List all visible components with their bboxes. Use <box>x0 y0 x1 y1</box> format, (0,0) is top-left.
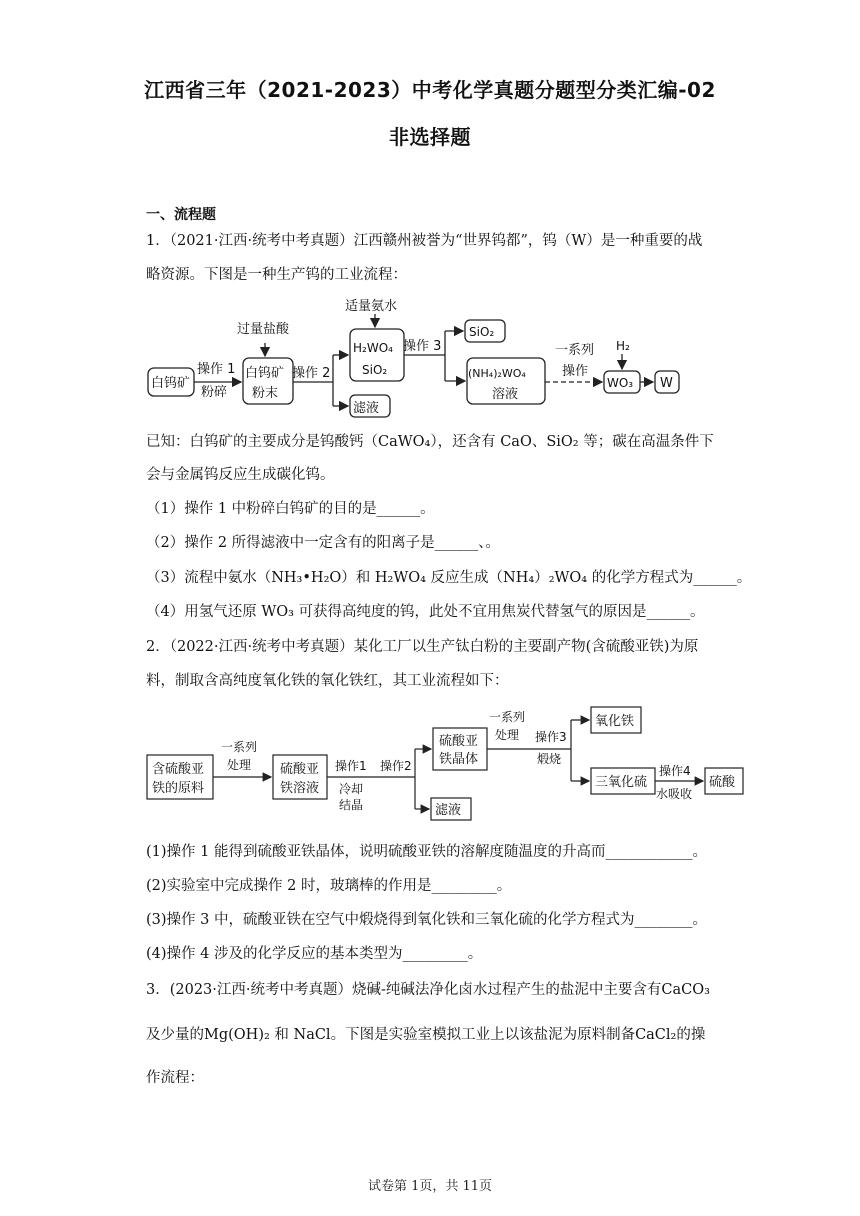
q2-op1-cool: 冷却 <box>339 782 364 796</box>
q2-node-crystal-a: 硫酸亚 <box>439 734 479 749</box>
q1-node-sio2-a: SiO₂ <box>362 363 388 377</box>
q2-node-fe2o3: 氧化铁 <box>595 714 635 729</box>
document-title-line1: 江西省三年（2021-2023）中考化学真题分题型分类汇编-02 <box>144 78 716 102</box>
q2-node-raw-b: 铁的原料 <box>152 781 205 796</box>
q2-sub4: (4)操作 4 涉及的化学反应的基本类型为_________。 <box>146 946 483 962</box>
q1-op2-label: 操作 2 <box>292 366 331 381</box>
q3-stem-line3: 作流程： <box>146 1070 204 1086</box>
q2-op1-crystal: 结晶 <box>339 798 364 812</box>
q1-stem-line2: 略资源。下图是一种生产钨的工业流程： <box>146 267 407 283</box>
q1-flow-diagram <box>145 298 685 420</box>
q2-node-raw-a: 含硫酸亚 <box>152 762 205 777</box>
q1-known-line1: 已知：白钨矿的主要成分是钨酸钙（CaWO₄），还含有 CaO、SiO₂ 等；碳在高温条件下 <box>146 434 714 450</box>
q1-h2-label: H₂ <box>616 339 630 353</box>
q1-sub2: （2）操作 2 所得滤液中一定含有的阳离子是______、。 <box>146 535 500 551</box>
q1-node-solution: 溶液 <box>492 387 519 402</box>
q1-node-sio2-b: SiO₂ <box>469 325 495 339</box>
q2-node-solution-b: 铁溶液 <box>280 781 320 796</box>
q1-sub1: （1）操作 1 中粉碎白钨矿的目的是______。 <box>146 501 435 517</box>
q2-node-so3: 三氧化硫 <box>595 775 648 790</box>
q2-node-crystal-b: 铁晶体 <box>439 752 479 767</box>
q1-node-powder-b: 粉末 <box>252 386 279 401</box>
q1-known-line2: 会与金属钨反应生成碳化钨。 <box>146 467 335 483</box>
q2-flow-diagram <box>145 705 745 823</box>
q2-op4-water: 水吸收 <box>656 787 693 801</box>
q1-node-powder-a: 白钨矿 <box>245 366 285 381</box>
section-heading: 一、流程题 <box>146 207 216 223</box>
q2-series2-b: 处理 <box>495 728 520 742</box>
document-title-line2: 非选择题 <box>389 125 471 149</box>
q1-node-wo3: WO₃ <box>607 376 634 390</box>
q2-node-filtrate: 滤液 <box>435 803 462 818</box>
q1-op1-label: 操作 1 <box>197 362 236 377</box>
q1-node-ammonium-tungstate: (NH₄)₂WO₄ <box>468 367 526 380</box>
q2-sub1: (1)操作 1 能得到硫酸亚铁晶体，说明硫酸亚铁的溶解度随温度的升高而____________。 <box>146 844 707 860</box>
q1-stem-line1: 1．（2021·江西·统考中考真题）江西赣州被誉为“世界钨都”，钨（W）是一种重要的战 <box>146 233 703 249</box>
q1-series-label: 一系列 <box>555 343 595 358</box>
q2-op2-label: 操作2 <box>380 759 412 773</box>
q2-op3-calcine: 煅烧 <box>537 752 562 766</box>
q1-node-h2wo4: H₂WO₄ <box>353 341 393 355</box>
page-footer: 试卷第 1页，共 11页 <box>367 1179 493 1194</box>
q2-op1-label: 操作1 <box>335 759 367 773</box>
q2-sub3: (3)操作 3 中，硫酸亚铁在空气中煅烧得到氧化铁和三氧化硫的化学方程式为________。 <box>146 912 707 928</box>
q2-node-h2so4: 硫酸 <box>709 775 736 790</box>
q3-stem-line1: 3．(2023·江西·统考中考真题）烧碱-纯碱法净化卤水过程产生的盐泥中主要含有CaCO₃ <box>146 982 710 998</box>
q2-op3-label: 操作3 <box>535 730 567 744</box>
q1-reagent-ammonia: 适量氨水 <box>345 299 398 314</box>
q2-series1-b: 处理 <box>227 758 252 772</box>
q2-series2-a: 一系列 <box>489 710 526 724</box>
q3-stem-line2: 及少量的Mg(OH)₂ 和 NaCl。下图是实验室模拟工业上以该盐泥为原料制备CaCl₂的操 <box>146 1027 706 1043</box>
q1-sub3: （3）流程中氨水（NH₃•H₂O）和 H₂WO₄ 反应生成（NH₄）₂WO₄ 的化学方程式为______。 <box>146 570 752 586</box>
q1-node-filtrate: 滤液 <box>353 401 380 416</box>
q2-series1-a: 一系列 <box>221 740 258 754</box>
q2-sub2: (2)实验室中完成操作 2 时，玻璃棒的作用是_________。 <box>146 878 512 894</box>
q2-node-solution-a: 硫酸亚 <box>280 762 320 777</box>
q1-reagent-hcl: 过量盐酸 <box>237 322 290 337</box>
q1-op3-label: 操作 3 <box>403 339 442 354</box>
q2-stem-line2: 料，制取含高纯度氧化铁的氧化铁红，其工业流程如下： <box>146 673 509 689</box>
q1-op1-sub: 粉碎 <box>201 385 228 400</box>
q1-node-scheelite: 白钨矿 <box>151 376 191 391</box>
q2-stem-line1: 2．（2022·江西·统考中考真题）某化工厂以生产钛白粉的主要副产物(含硫酸亚铁)为原 <box>146 639 699 655</box>
q1-series-op: 操作 <box>562 364 589 379</box>
q1-sub4: （4）用氢气还原 WO₃ 可获得高纯度的钨，此处不宜用焦炭代替氢气的原因是______。 <box>146 604 705 620</box>
q2-op4-label: 操作4 <box>659 764 691 778</box>
q1-node-w: W <box>660 376 673 391</box>
